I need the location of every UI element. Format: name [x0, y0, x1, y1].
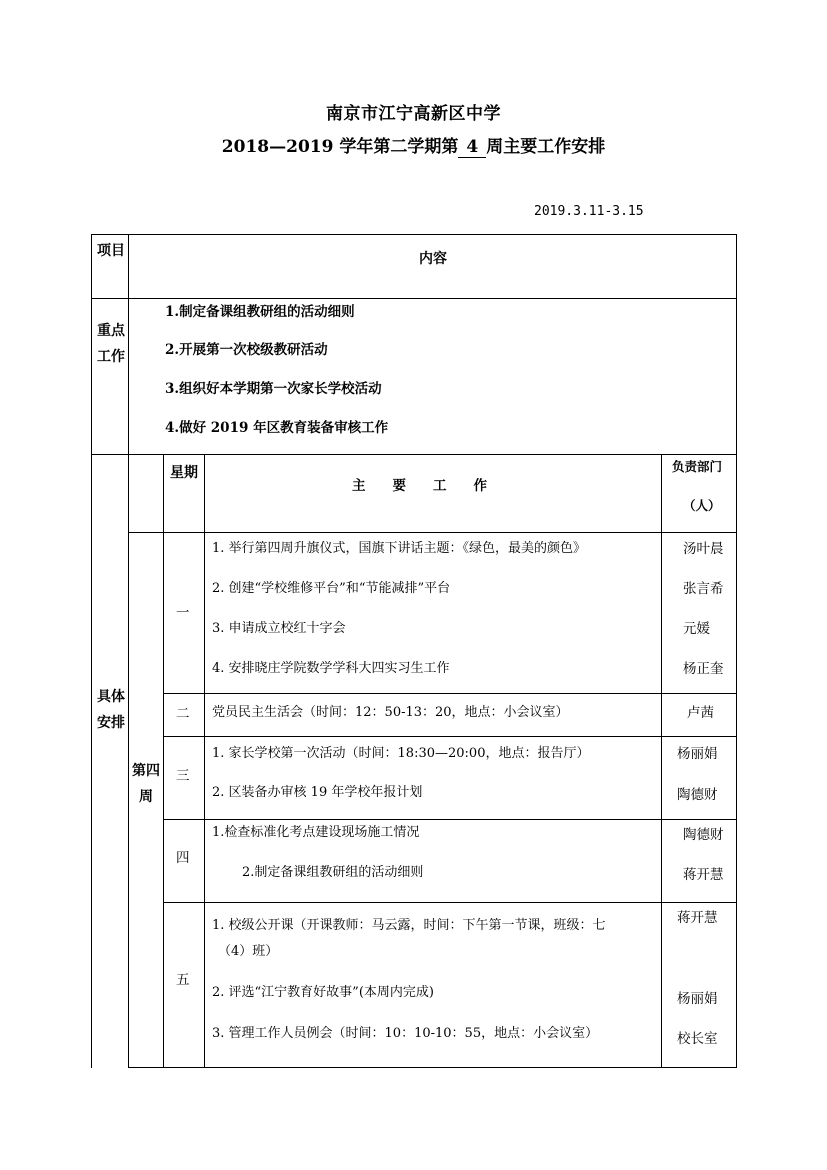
table-border-top — [91, 234, 737, 235]
key-work-item: 1.制定备课组教研组的活动细则 — [165, 304, 355, 320]
responsible-person: 陶德财 — [677, 787, 718, 803]
title-prefix: 2018—2019 学年第二学期第 — [221, 137, 459, 157]
task-item: 3. 申请成立校红十字会 — [212, 621, 346, 636]
key-work-item: 2.开展第一次校级教研活动 — [165, 342, 328, 358]
date-range: 2019.3.11-3.15 — [534, 204, 644, 219]
table-divider — [91, 454, 737, 455]
responsible-header-unit: （人） — [683, 498, 721, 513]
responsible-person: 校长室 — [677, 1031, 718, 1047]
task-item: 党员民主生活会（时间：12：50-13：20，地点：小会议室） — [212, 705, 569, 720]
task-item: 2.制定备课组教研组的活动细则 — [242, 865, 424, 880]
key-work-item: 3.组织好本学期第一次家长学校活动 — [165, 381, 382, 397]
responsible-person: 杨丽娟 — [677, 991, 718, 1007]
weekday-header: 星期 — [170, 465, 198, 481]
document-title — [0, 132, 827, 158]
column-content-header: 内容 — [419, 251, 447, 267]
table-divider — [128, 234, 129, 1068]
responsible-header: 负责部门 — [672, 459, 723, 474]
weekday-cell: 二 — [176, 706, 190, 722]
task-item: 1.检查标准化考点建设现场施工情况 — [212, 825, 420, 840]
key-work-item: 4.做好 2019 年区教育装备审核工作 — [165, 420, 389, 436]
table-border-left — [91, 234, 92, 1068]
table-divider — [91, 298, 737, 299]
table-divider — [204, 454, 205, 1068]
table-border-bottom — [128, 1067, 737, 1068]
week-label: 第四周 — [132, 763, 160, 805]
responsible-person: 卢茜 — [687, 705, 714, 721]
task-item: 2. 区装备办审核 19 年学校年报计划 — [212, 785, 423, 800]
task-item: 4. 安排晓庄学院数学学科大四实习生工作 — [212, 661, 450, 676]
task-item: 1. 校级公开课（开课教师：马云露，时间：下午第一节课，班级：七 — [212, 918, 606, 933]
table-divider — [163, 454, 164, 1068]
responsible-person: 陶德财 — [683, 827, 724, 843]
table-divider — [661, 454, 662, 1068]
responsible-person: 张言希 — [683, 581, 724, 597]
table-divider — [163, 819, 737, 820]
task-item: （4）班） — [218, 944, 279, 959]
task-item: 3. 管理工作人员例会（时间：10：10-10：55，地点：小会议室） — [212, 1026, 599, 1041]
table-divider — [163, 902, 737, 903]
task-item: 1. 家长学校第一次活动（时间：18:30—20:00，地点：报告厅） — [212, 746, 590, 761]
responsible-person: 蒋开慧 — [683, 867, 724, 883]
responsible-person: 杨丽娟 — [677, 746, 718, 762]
responsible-person: 元媛 — [683, 621, 710, 637]
responsible-person: 杨正奎 — [683, 661, 724, 677]
table-divider — [163, 693, 737, 694]
weekday-cell: 三 — [176, 768, 190, 784]
responsible-person: 蒋开慧 — [677, 910, 718, 926]
task-item: 2. 创建“学校维修平台”和“节能减排”平台 — [212, 581, 451, 596]
main-work-header: 主 要 工 作 — [352, 478, 487, 494]
weekday-cell: 一 — [176, 605, 190, 621]
key-work-label: 重点工作 — [97, 323, 125, 365]
table-divider — [163, 736, 737, 737]
schedule-label: 具体安排 — [97, 689, 125, 731]
column-project-header: 项目 — [97, 243, 125, 259]
weekday-cell: 四 — [176, 850, 190, 866]
task-item: 1. 举行第四周升旗仪式，国旗下讲话主题：《绿色，最美的颜色》 — [212, 541, 587, 556]
weekday-cell: 五 — [176, 972, 190, 988]
responsible-person: 汤叶晨 — [683, 541, 724, 557]
week-number: 4 — [458, 137, 486, 158]
table-border-right — [736, 234, 737, 1068]
school-name: 南京市江宁高新区中学 — [326, 104, 501, 124]
table-divider — [128, 532, 737, 533]
task-item: 2. 评选“江宁教育好故事”(本周内完成) — [212, 985, 434, 1000]
title-suffix: 周主要工作安排 — [486, 137, 606, 157]
